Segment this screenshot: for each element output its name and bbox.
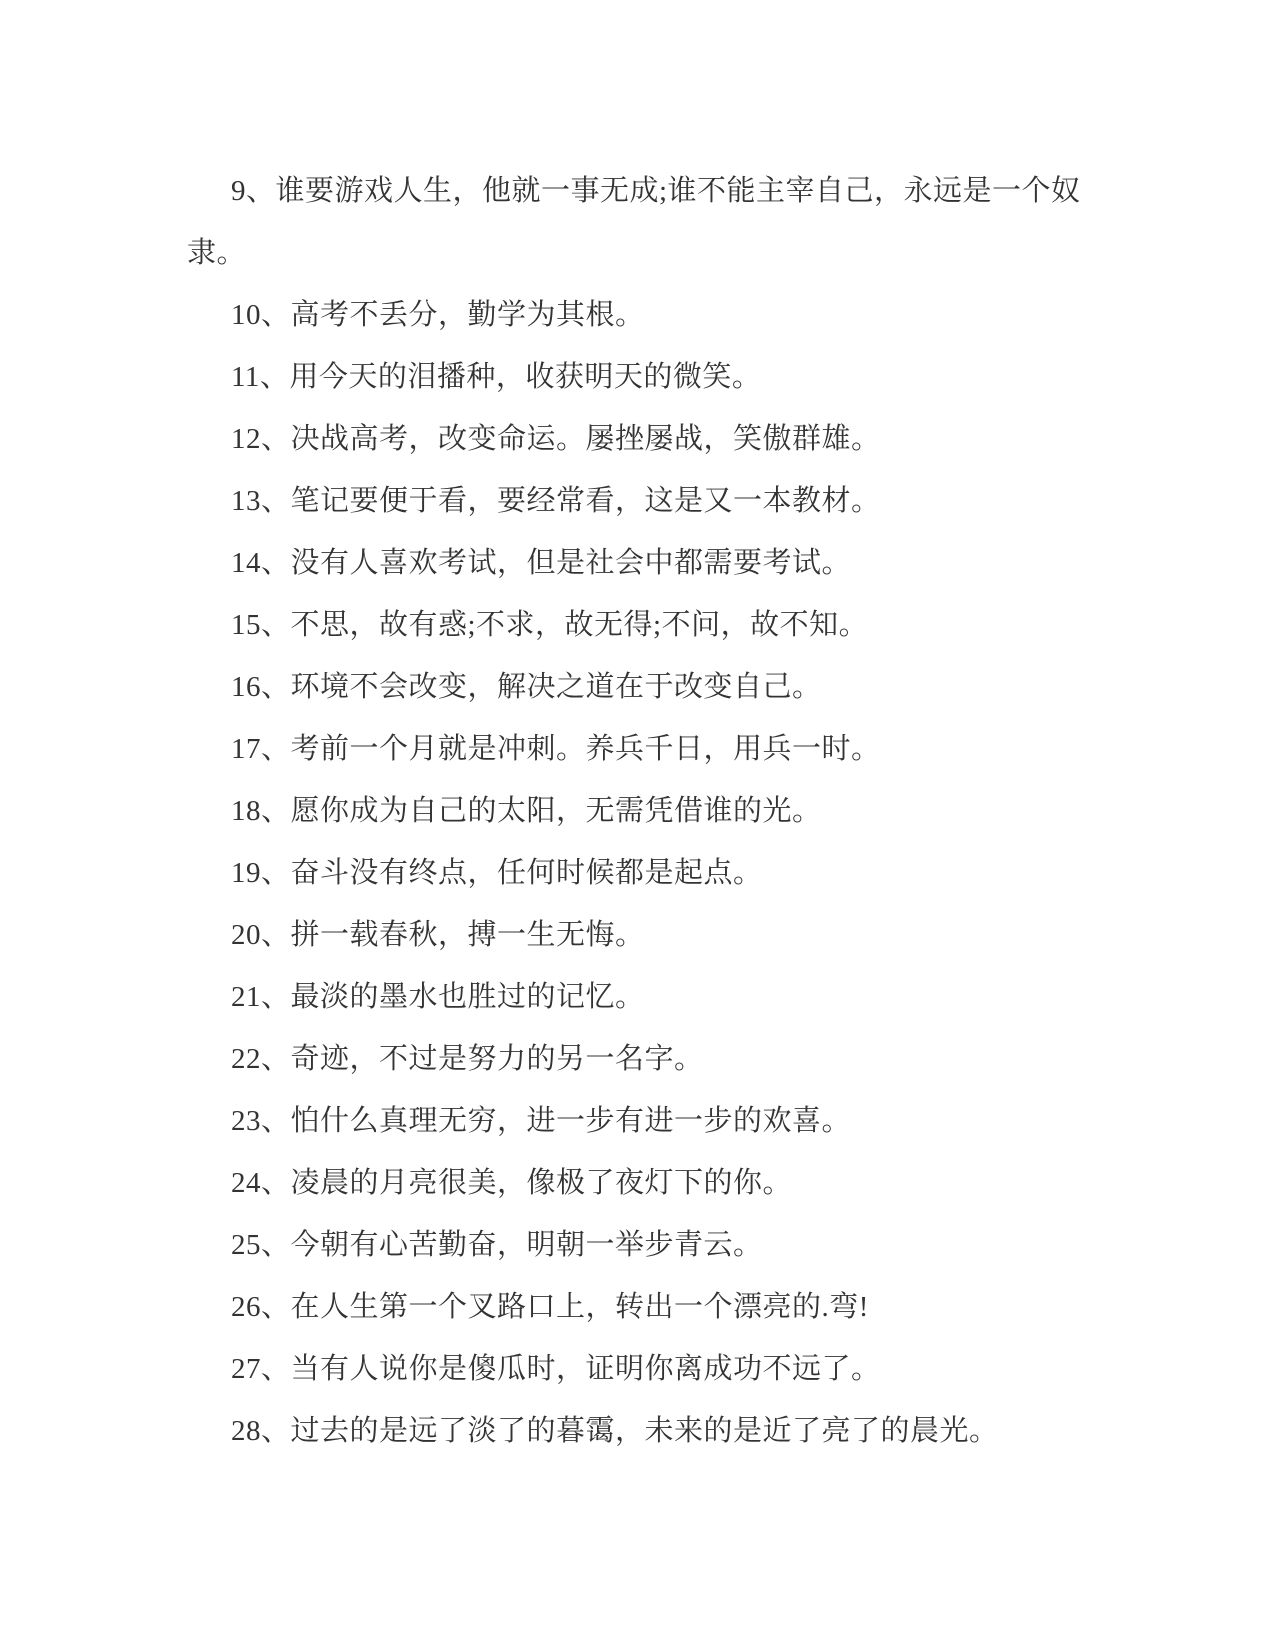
list-item: 20、拼一载春秋，搏一生无悔。 (231, 919, 645, 951)
list-item: 27、当有人说你是傻瓜时，证明你离成功不远了。 (231, 1353, 881, 1385)
list-item: 9、谁要游戏人生，他就一事无成;谁不能主宰自己，永远是一个奴隶。 (187, 175, 1081, 269)
list-item: 12、决战高考，改变命运。屡挫屡战，笑傲群雄。 (231, 423, 881, 455)
list-item: 24、凌晨的月亮很美，像极了夜灯下的你。 (231, 1167, 793, 1199)
list-item: 16、环境不会改变，解决之道在于改变自己。 (231, 671, 822, 703)
list-item: 14、没有人喜欢考试，但是社会中都需要考试。 (231, 547, 852, 579)
list-item: 23、怕什么真理无穷，进一步有进一步的欢喜。 (231, 1105, 852, 1137)
list-item: 25、今朝有心苦勤奋，明朝一举步青云。 (231, 1229, 763, 1261)
list-item: 17、考前一个月就是冲刺。养兵千日，用兵一时。 (231, 733, 881, 765)
list-item: 15、不思，故有惑;不求，故无得;不问，故不知。 (231, 609, 869, 641)
list-item: 18、愿你成为自己的太阳，无需凭借谁的光。 (231, 795, 822, 827)
list-item: 19、奋斗没有终点，任何时候都是起点。 (231, 857, 763, 889)
list-item: 10、高考不丢分，勤学为其根。 (231, 299, 645, 331)
list-item: 13、笔记要便于看，要经常看，这是又一本教材。 (231, 485, 881, 517)
list-item: 11、用今天的泪播种，收获明天的微笑。 (231, 361, 762, 393)
list-item: 28、过去的是远了淡了的暮霭，未来的是近了亮了的晨光。 (231, 1415, 999, 1447)
list-item: 26、在人生第一个叉路口上，转出一个漂亮的.弯! (231, 1291, 869, 1323)
list-item: 22、奇迹，不过是努力的另一名字。 (231, 1043, 704, 1075)
list-item: 21、最淡的墨水也胜过的记忆。 (231, 981, 645, 1013)
quote-list (187, 160, 1092, 1462)
